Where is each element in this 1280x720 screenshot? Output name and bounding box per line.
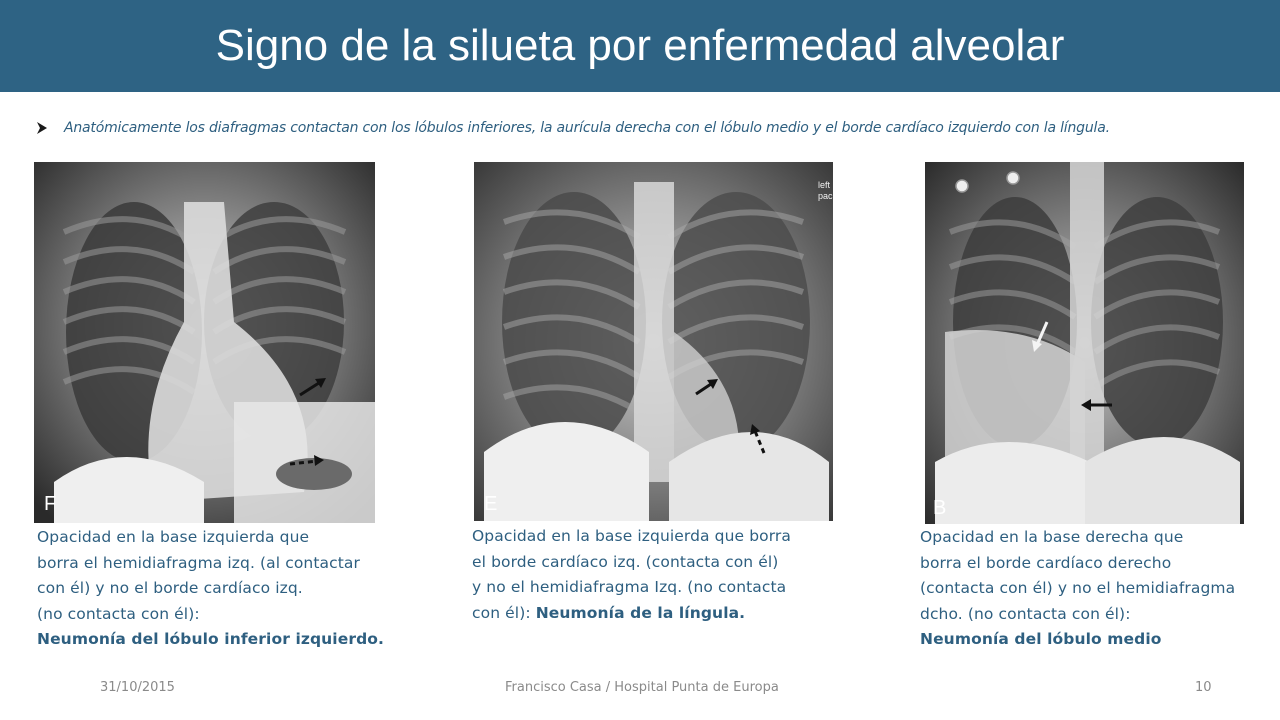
caption-line: Opacidad en la base derecha que xyxy=(920,528,1184,546)
xray-image-left-lower-lobe xyxy=(34,162,375,523)
caption-line: borra el borde cardíaco derecho xyxy=(920,553,1172,572)
corner-text-left: left xyxy=(818,180,831,190)
caption-middle-lobe xyxy=(920,525,1235,653)
xray-image-middle-lobe xyxy=(925,162,1244,524)
caption-prefix: con él): xyxy=(472,603,536,622)
image-label: E xyxy=(484,493,498,515)
arrow-bullet-icon xyxy=(36,121,48,135)
xray-image-lingula xyxy=(474,162,833,521)
caption-line-last xyxy=(472,601,791,627)
caption-diagnosis: Neumonía del lóbulo inferior izquierdo. xyxy=(37,630,385,648)
caption-diagnosis: Neumonía del lóbulo medio xyxy=(920,630,1162,648)
caption-lingula xyxy=(472,524,791,626)
footer-author: Francisco Casa / Hospital Punta de Europa xyxy=(505,680,779,695)
caption-diagnosis: Neumonía de la língula. xyxy=(535,603,746,622)
footer-page-number: 10 xyxy=(1195,680,1212,695)
caption-line: Opacidad en la base izquierda que borra xyxy=(472,527,791,545)
caption-line: (no contacta con él): xyxy=(37,604,200,623)
slide-title: Signo de la silueta por enfermedad alveolar xyxy=(215,21,1065,70)
caption-line: el borde cardíaco izq. (contacta con él) xyxy=(472,552,779,571)
caption-line: y no el hemidiafragma Izq. (no contacta xyxy=(472,578,787,596)
footer-date: 31/10/2015 xyxy=(100,680,175,695)
bullet-point xyxy=(36,116,1266,140)
bullet-text: Anatómicamente los diafragmas contactan con los lóbulos inferiores, la aurícula derecha con el lóbulo medio y el borde cardíaco izquierdo con la língula. xyxy=(64,120,1110,136)
chest-xray-icon xyxy=(925,162,1244,524)
caption-line: (contacta con él) y no el hemidiafragma xyxy=(920,579,1236,597)
caption-line: dcho. (no contacta con él): xyxy=(920,604,1131,623)
corner-text-pac: pac xyxy=(818,191,833,201)
caption-left-lower-lobe xyxy=(37,525,384,653)
chest-xray-icon xyxy=(474,162,833,521)
image-label: F xyxy=(44,493,57,515)
image-label: B xyxy=(933,497,947,519)
caption-line: Opacidad en la base izquierda que xyxy=(37,528,310,546)
chest-xray-icon xyxy=(34,162,375,523)
caption-line: con él) y no el borde cardíaco izq. xyxy=(37,579,303,597)
caption-line: borra el hemidiafragma izq. (al contactar xyxy=(37,553,360,572)
